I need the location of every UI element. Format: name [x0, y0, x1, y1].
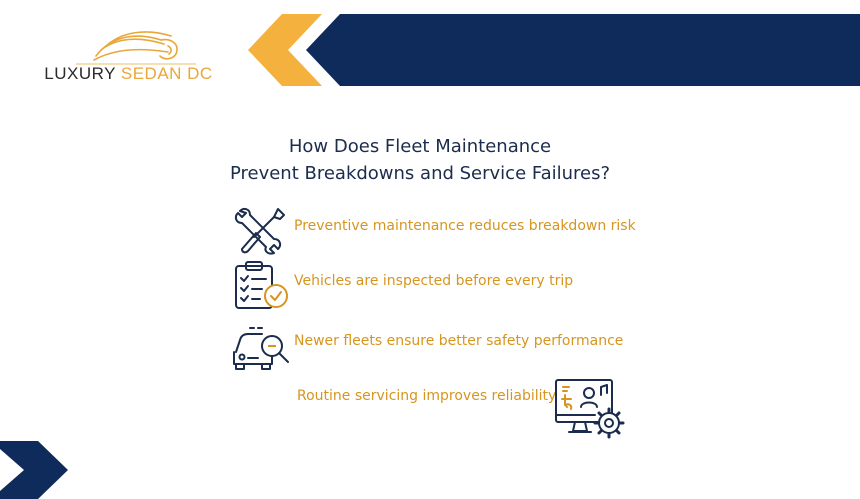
monitor-gear-icon — [553, 377, 625, 439]
page-title — [200, 133, 640, 187]
navy-banner — [306, 14, 860, 86]
brand-name-part2: SEDAN DC — [120, 64, 213, 83]
car-magnifier-icon — [232, 322, 292, 374]
clipboard-checklist-icon — [232, 258, 292, 310]
header-banner — [248, 14, 860, 86]
item-3-text: Newer fleets ensure better safety performance — [294, 333, 624, 349]
lion-head-icon — [76, 26, 196, 66]
item-4-text: Routine servicing improves reliability — [297, 388, 557, 404]
brand-name — [36, 64, 221, 84]
brand-name-part1: LUXURY — [44, 64, 116, 83]
item-1-text: Preventive maintenance reduces breakdown risk — [294, 218, 636, 234]
title-line-1: How Does Fleet Maintenance — [288, 136, 552, 157]
bottom-chevron — [0, 441, 70, 499]
wrench-screwdriver-icon — [232, 205, 292, 257]
item-2-text: Vehicles are inspected before every trip — [294, 273, 574, 289]
title-line-2: Prevent Breakdowns and Service Failures? — [229, 163, 611, 184]
brand-logo[interactable] — [36, 26, 221, 86]
